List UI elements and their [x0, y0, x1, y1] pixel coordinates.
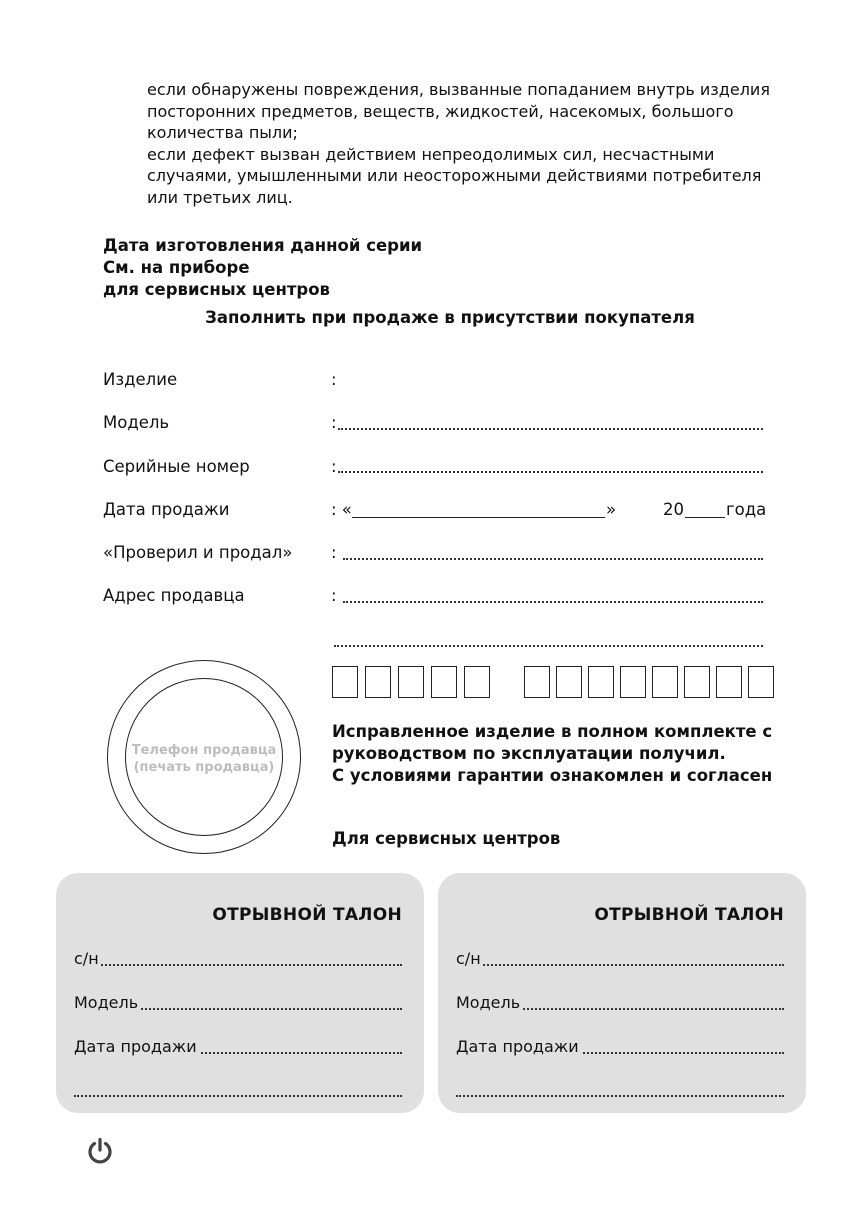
coupon-serial-label: с/н	[74, 949, 99, 968]
code-box[interactable]	[556, 666, 582, 698]
manufacture-info-line: для сервисных центров	[103, 280, 330, 299]
coupon-serial-field[interactable]	[456, 964, 784, 966]
model-colon: :	[331, 413, 337, 432]
fill-note: Заполнить при продаже в присутствии покупателя	[205, 308, 695, 327]
acknowledgement-line: руководством по эксплуатации получил.	[332, 744, 726, 763]
service-centers-heading: Для сервисных центров	[332, 829, 561, 848]
condition-force-majeure: если дефект вызван действием непреодолимых сил, несчастными случаями, умышленными или неосторожными действиями потребителя или третьих лиц.	[147, 144, 762, 207]
sale-date-open: : «	[331, 500, 352, 519]
code-box[interactable]	[464, 666, 490, 698]
coupon-model-label: Модель	[456, 993, 521, 1012]
stamp-line: (печать продавца)	[133, 760, 275, 775]
coupon-serial-label: с/н	[456, 949, 481, 968]
manufacture-info	[103, 235, 422, 301]
checked-field[interactable]	[343, 558, 763, 560]
year-prefix: 20	[663, 500, 684, 519]
stamp-line: Телефон продавца	[131, 743, 277, 758]
model-label: Модель	[103, 413, 170, 432]
code-box[interactable]	[431, 666, 457, 698]
sale-date-field[interactable]	[352, 517, 605, 518]
coupon-extra-field[interactable]	[456, 1095, 784, 1097]
product-colon: :	[331, 370, 337, 389]
model-field[interactable]	[338, 428, 763, 430]
address-field-line2[interactable]	[334, 645, 763, 647]
power-icon	[86, 1137, 114, 1165]
tear-off-coupon	[56, 873, 424, 1113]
sale-date-close: »	[606, 500, 617, 519]
code-box[interactable]	[652, 666, 678, 698]
coupon-title: ОТРЫВНОЙ ТАЛОН	[594, 905, 784, 925]
warranty-conditions	[147, 79, 787, 208]
year-suffix: года	[726, 500, 767, 519]
tear-off-coupon	[438, 873, 806, 1113]
code-box[interactable]	[588, 666, 614, 698]
condition-damage: если обнаружены повреждения, вызванные попаданием внутрь изделия посторонних предметов, веществ, жидкостей, насекомых, большого количества пыли;	[147, 80, 770, 142]
acknowledgement-line: Исправленное изделие в полном комплекте с	[332, 722, 773, 741]
product-label: Изделие	[103, 370, 178, 389]
code-box[interactable]	[524, 666, 550, 698]
code-box[interactable]	[748, 666, 774, 698]
checked-colon: :	[331, 543, 337, 562]
coupon-sale-date-label: Дата продажи	[74, 1037, 197, 1056]
manufacture-info-line: Дата изготовления данной серии	[103, 236, 423, 255]
coupon-serial-field[interactable]	[74, 964, 402, 966]
coupon-sale-date-label: Дата продажи	[456, 1037, 579, 1056]
stamp-placeholder	[107, 742, 301, 776]
coupon-title: ОТРЫВНОЙ ТАЛОН	[212, 905, 402, 925]
code-box[interactable]	[716, 666, 742, 698]
year-field[interactable]	[685, 517, 725, 518]
checked-label: «Проверил и продал»	[103, 543, 293, 562]
acknowledgement-line: С условиями гарантии ознакомлен и согласен	[332, 766, 773, 785]
code-box[interactable]	[365, 666, 391, 698]
address-field[interactable]	[343, 601, 763, 603]
serial-field[interactable]	[338, 471, 763, 473]
address-label: Адрес продавца	[103, 586, 245, 605]
coupon-extra-field[interactable]	[74, 1095, 402, 1097]
code-box[interactable]	[620, 666, 646, 698]
code-box[interactable]	[398, 666, 424, 698]
sale-date-label: Дата продажи	[103, 500, 230, 519]
acknowledgement	[332, 721, 772, 787]
code-box[interactable]	[684, 666, 710, 698]
serial-colon: :	[331, 457, 337, 476]
manufacture-info-line: См. на приборе	[103, 258, 250, 277]
code-box[interactable]	[332, 666, 358, 698]
coupon-model-label: Модель	[74, 993, 139, 1012]
address-colon: :	[331, 586, 337, 605]
serial-label: Серийные номер	[103, 457, 250, 476]
